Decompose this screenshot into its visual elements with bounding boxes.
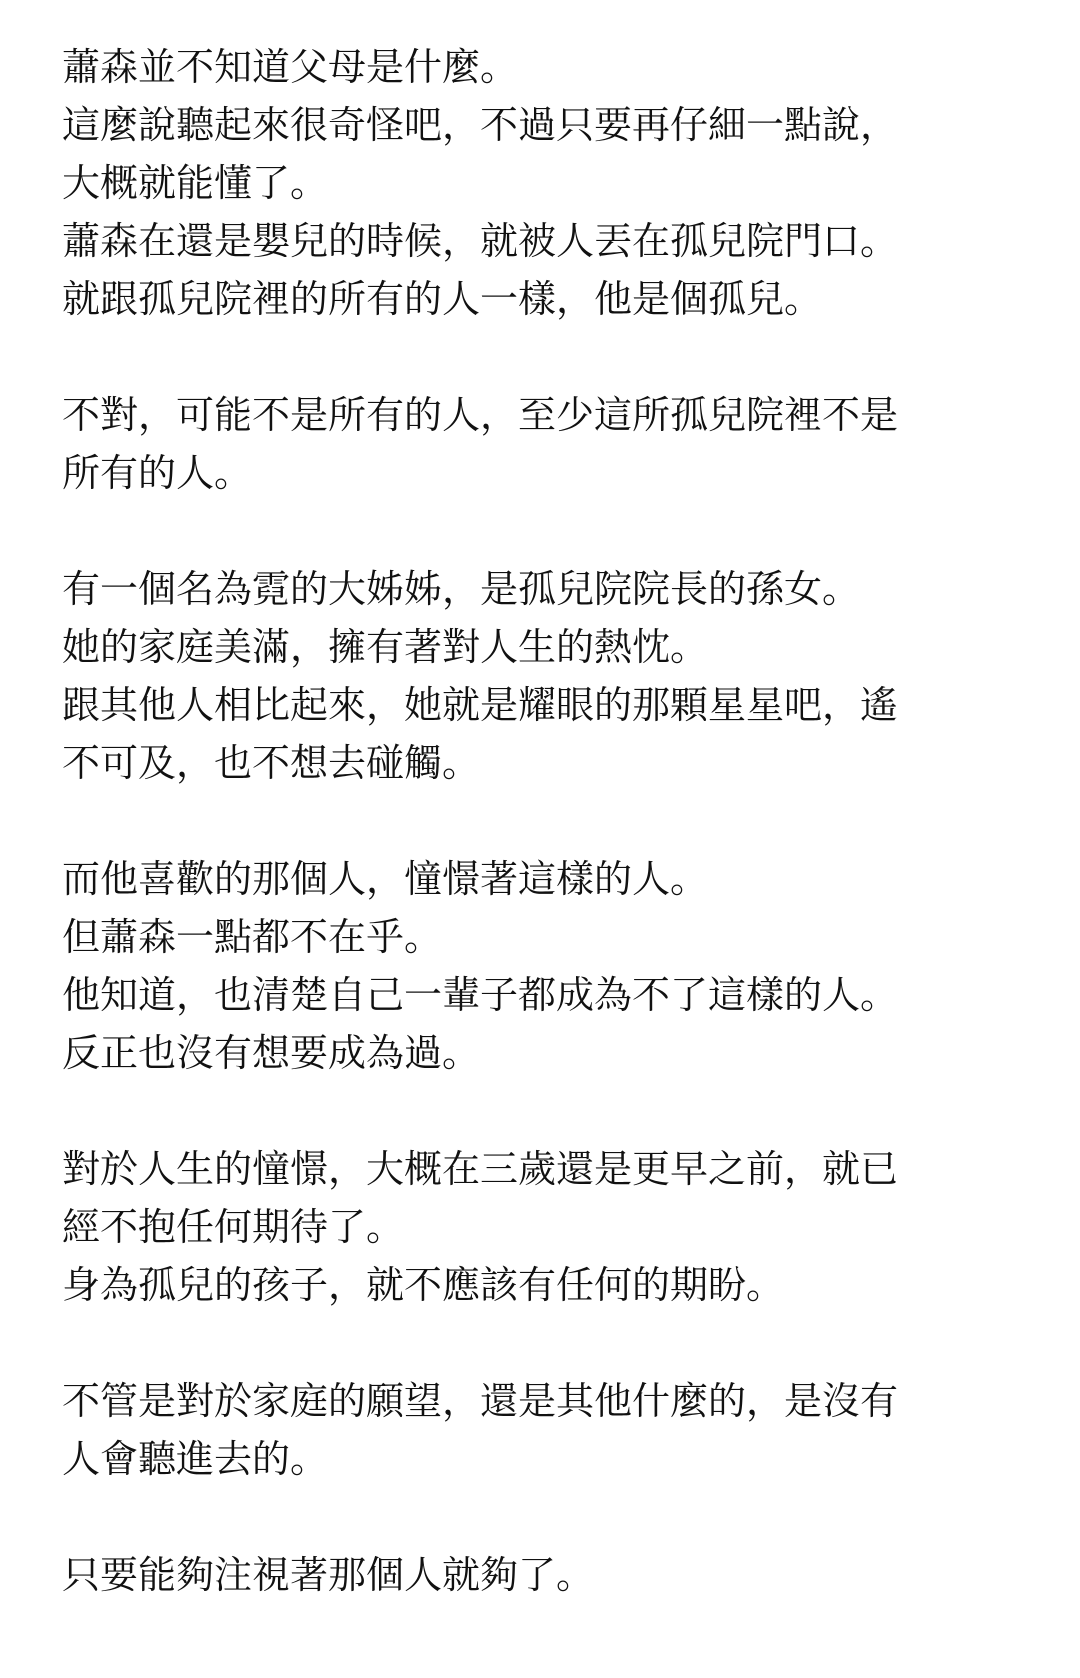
text-line: 他知道，也清楚自己一輩子都成為不了這樣的人。: [62, 973, 899, 1017]
text-line: 身為孤兒的孩子，就不應該有任何的期盼。: [62, 1263, 785, 1307]
text-line: 所有的人。: [62, 451, 253, 495]
blank-line: [62, 328, 1042, 386]
text-line: 但蕭森一點都不在乎。: [62, 915, 443, 959]
text-line: 蕭森在還是嬰兒的時候，就被人丟在孤兒院門口。: [62, 219, 899, 263]
text-line: 蕭森並不知道父母是什麼。: [62, 45, 519, 89]
text-line: 就跟孤兒院裡的所有的人一樣，他是個孤兒。: [62, 277, 823, 321]
text-line: 不對，可能不是所有的人，至少這所孤兒院裡不是: [62, 393, 899, 437]
text-line: 有一個名為霓的大姊姊，是孤兒院院長的孫女。: [62, 567, 861, 611]
blank-line: [62, 1082, 1042, 1140]
text-line: 反正也沒有想要成為過。: [62, 1031, 481, 1075]
text-line: 大概就能懂了。: [62, 161, 329, 205]
blank-line: [62, 1314, 1042, 1372]
text-line: 而他喜歡的那個人，憧憬著這樣的人。: [62, 857, 709, 901]
document-body: [62, 38, 1042, 1604]
text-line: 經不抱任何期待了。: [62, 1205, 405, 1249]
blank-line: [62, 1488, 1042, 1546]
text-line: 人會聽進去的。: [62, 1437, 329, 1481]
text-line: 不管是對於家庭的願望，還是其他什麼的，是沒有: [62, 1379, 899, 1423]
text-line: 她的家庭美滿，擁有著對人生的熱忱。: [62, 625, 709, 669]
text-line: 只要能夠注視著那個人就夠了。: [62, 1553, 595, 1597]
text-line: 這麼說聽起來很奇怪吧，不過只要再仔細一點說，: [62, 103, 899, 147]
blank-line: [62, 792, 1042, 850]
text-line: 對於人生的憧憬，大概在三歲還是更早之前，就已: [62, 1147, 899, 1191]
blank-line: [62, 502, 1042, 560]
text-line: 不可及，也不想去碰觸。: [62, 741, 481, 785]
text-line: 跟其他人相比起來，她就是耀眼的那顆星星吧，遙: [62, 683, 899, 727]
